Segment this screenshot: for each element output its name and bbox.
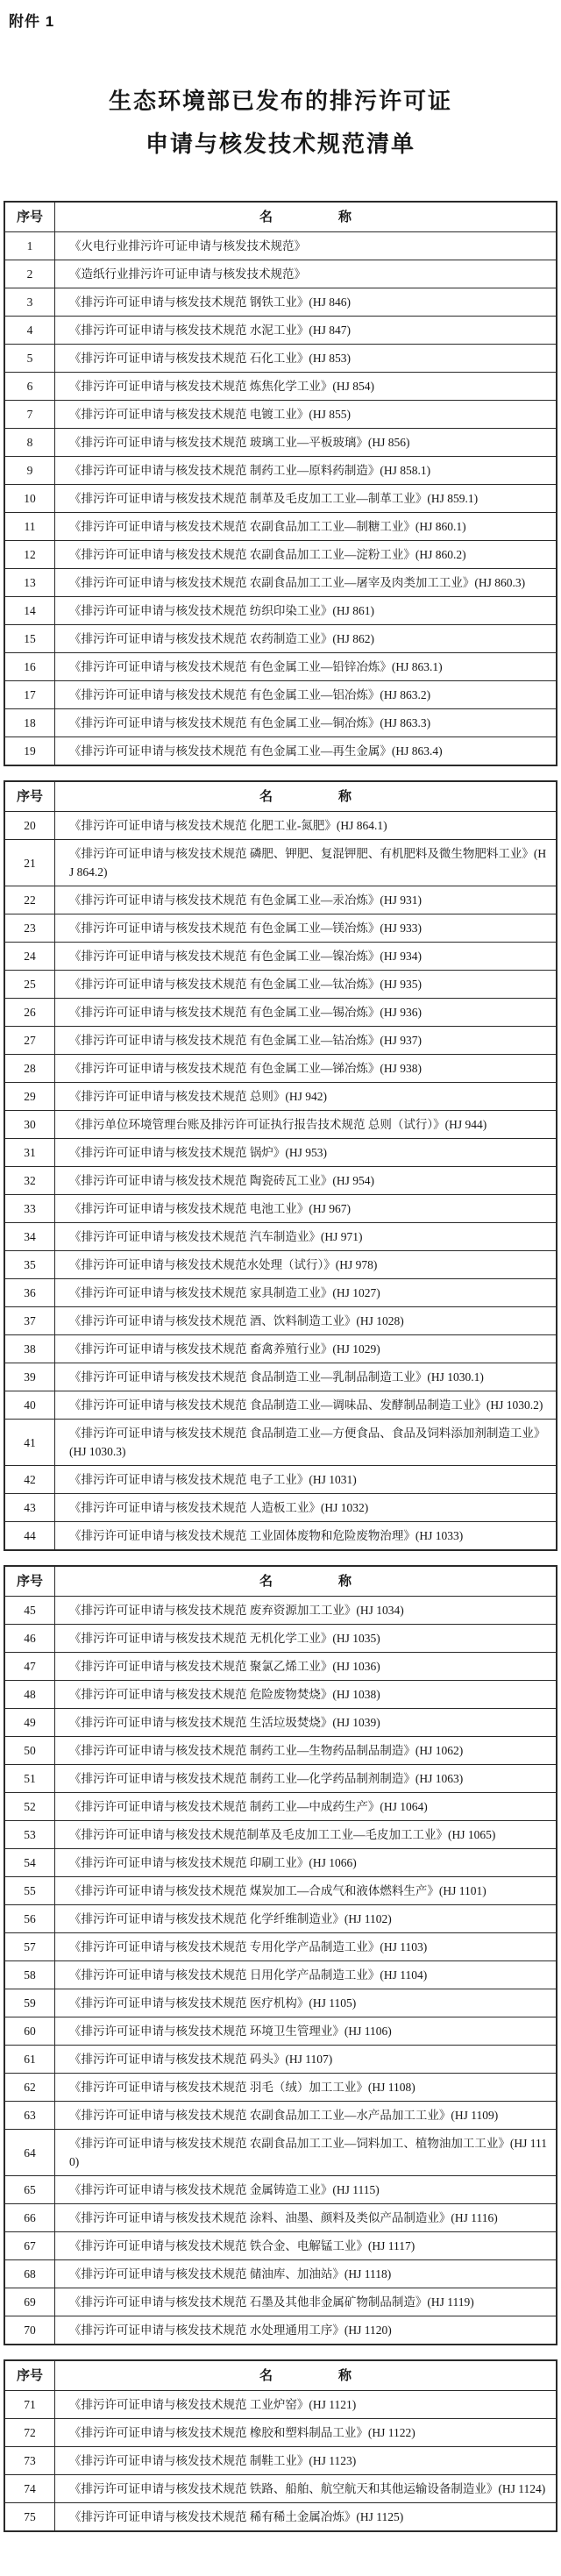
row-name: 《排污许可证申请与核发技术规范 食品制造工业—调味品、发酵制品制造工业》(HJ 1030.2) (55, 1391, 557, 1420)
row-number: 59 (4, 1989, 55, 2017)
table-row (4, 2102, 557, 2130)
row-name: 《排污许可证申请与核发技术规范 农副食品加工工业—制糖工业》(HJ 860.1) (55, 513, 557, 541)
row-number: 12 (4, 541, 55, 569)
table-row (4, 625, 557, 653)
table-row (4, 2260, 557, 2288)
row-number: 68 (4, 2260, 55, 2288)
row-number: 53 (4, 1821, 55, 1849)
table-row (4, 2176, 557, 2204)
row-name: 《排污许可证申请与核发技术规范 有色金属工业—钛冶炼》(HJ 935) (55, 971, 557, 999)
table-row (4, 1167, 557, 1195)
row-number: 51 (4, 1765, 55, 1793)
row-name: 《排污许可证申请与核发技术规范 化肥工业-氮肥》(HJ 864.1) (55, 812, 557, 840)
row-name: 《排污许可证申请与核发技术规范 锅炉》(HJ 953) (55, 1139, 557, 1167)
table-row (4, 2316, 557, 2345)
column-header-no: 序号 (4, 781, 55, 812)
row-number: 19 (4, 737, 55, 766)
table-row (4, 999, 557, 1027)
row-name: 《排污许可证申请与核发技术规范 有色金属工业—镁冶炼》(HJ 933) (55, 914, 557, 943)
row-number: 41 (4, 1420, 55, 1466)
row-number: 1 (4, 232, 55, 260)
row-name: 《排污许可证申请与核发技术规范 水处理通用工序》(HJ 1120) (55, 2316, 557, 2345)
table-row (4, 681, 557, 709)
row-name: 《排污许可证申请与核发技术规范 农副食品加工工业—淀粉工业》(HJ 860.2) (55, 541, 557, 569)
row-name: 《排污许可证申请与核发技术规范 制鞋工业》(HJ 1123) (55, 2447, 557, 2475)
row-name: 《排污许可证申请与核发技术规范 化学纤维制造业》(HJ 1102) (55, 1905, 557, 1933)
table-row (4, 1363, 557, 1391)
table-row (4, 1933, 557, 1961)
row-name: 《排污许可证申请与核发技术规范 石墨及其他非金属矿物制品制造》(HJ 1119) (55, 2288, 557, 2316)
column-header-name: 名 称 (55, 781, 557, 812)
page-title (0, 80, 561, 166)
row-name: 《排污许可证申请与核发技术规范 玻璃工业—平板玻璃》(HJ 856) (55, 429, 557, 457)
row-number: 2 (4, 260, 55, 288)
row-name: 《排污许可证申请与核发技术规范 制药工业—中成药生产》(HJ 1064) (55, 1793, 557, 1821)
row-number: 18 (4, 709, 55, 737)
row-number: 67 (4, 2232, 55, 2260)
row-number: 9 (4, 457, 55, 485)
table-header-row (4, 202, 557, 232)
row-name: 《排污许可证申请与核发技术规范 废弃资源加工工业》(HJ 1034) (55, 1597, 557, 1625)
table-row (4, 1335, 557, 1363)
row-name: 《排污许可证申请与核发技术规范 人造板工业》(HJ 1032) (55, 1494, 557, 1522)
row-number: 30 (4, 1111, 55, 1139)
row-name: 《排污许可证申请与核发技术规范 食品制造工业—乳制品制造工业》(HJ 1030.1) (55, 1363, 557, 1391)
table-row (4, 457, 557, 485)
row-number: 17 (4, 681, 55, 709)
row-name: 《排污许可证申请与核发技术规范 有色金属工业—汞冶炼》(HJ 931) (55, 886, 557, 914)
row-number: 24 (4, 943, 55, 971)
list-table (4, 780, 557, 1551)
table-row (4, 541, 557, 569)
row-number: 3 (4, 288, 55, 317)
row-number: 43 (4, 1494, 55, 1522)
row-name: 《排污许可证申请与核发技术规范 电子工业》(HJ 1031) (55, 1466, 557, 1494)
row-number: 36 (4, 1279, 55, 1307)
row-number: 29 (4, 1083, 55, 1111)
row-name: 《排污许可证申请与核发技术规范 制药工业—化学药品制剂制造》(HJ 1063) (55, 1765, 557, 1793)
row-name: 《排污许可证申请与核发技术规范 有色金属工业—再生金属》(HJ 863.4) (55, 737, 557, 766)
table-row (4, 401, 557, 429)
table-row (4, 597, 557, 625)
row-name: 《排污许可证申请与核发技术规范 铁合金、电解锰工业》(HJ 1117) (55, 2232, 557, 2260)
row-name: 《排污许可证申请与核发技术规范 制药工业—生物药品制品制造》(HJ 1062) (55, 1737, 557, 1765)
row-number: 16 (4, 653, 55, 681)
row-name: 《排污许可证申请与核发技术规范 印刷工业》(HJ 1066) (55, 1849, 557, 1877)
row-number: 71 (4, 2391, 55, 2419)
table-row (4, 513, 557, 541)
table-row (4, 1522, 557, 1551)
row-number: 75 (4, 2503, 55, 2532)
row-name: 《排污许可证申请与核发技术规范 电池工业》(HJ 967) (55, 1195, 557, 1223)
row-number: 73 (4, 2447, 55, 2475)
row-number: 54 (4, 1849, 55, 1877)
row-number: 32 (4, 1167, 55, 1195)
row-name: 《排污许可证申请与核发技术规范 涂料、油墨、颜料及类似产品制造业》(HJ 1116) (55, 2204, 557, 2232)
row-name: 《排污许可证申请与核发技术规范 橡胶和塑料制品工业》(HJ 1122) (55, 2419, 557, 2447)
page-title-line1: 生态环境部已发布的排污许可证 (108, 88, 452, 114)
row-name: 《排污许可证申请与核发技术规范 陶瓷砖瓦工业》(HJ 954) (55, 1167, 557, 1195)
row-name: 《排污许可证申请与核发技术规范 农药制造工业》(HJ 862) (55, 625, 557, 653)
table-row (4, 1279, 557, 1307)
row-number: 49 (4, 1709, 55, 1737)
table-row (4, 1420, 557, 1466)
row-name: 《排污许可证申请与核发技术规范 电镀工业》(HJ 855) (55, 401, 557, 429)
row-name: 《排污许可证申请与核发技术规范 有色金属工业—铝冶炼》(HJ 863.2) (55, 681, 557, 709)
row-name: 《排污许可证申请与核发技术规范 危险废物焚烧》(HJ 1038) (55, 1681, 557, 1709)
row-number: 46 (4, 1625, 55, 1653)
list-table (4, 2359, 557, 2532)
row-name: 《排污许可证申请与核发技术规范 食品制造工业—方便食品、食品及饲料添加剂制造工业》(HJ 1030.3) (55, 1420, 557, 1466)
row-name: 《排污许可证申请与核发技术规范 金属铸造工业》(HJ 1115) (55, 2176, 557, 2204)
row-number: 7 (4, 401, 55, 429)
row-name: 《排污许可证申请与核发技术规范 有色金属工业—铜冶炼》(HJ 863.3) (55, 709, 557, 737)
table-row (4, 1737, 557, 1765)
row-name: 《排污许可证申请与核发技术规范 制药工业—原料药制造》(HJ 858.1) (55, 457, 557, 485)
row-number: 33 (4, 1195, 55, 1223)
row-number: 57 (4, 1933, 55, 1961)
attachment-label: 附件 1 (9, 13, 55, 30)
row-name: 《排污许可证申请与核发技术规范 生活垃圾焚烧》(HJ 1039) (55, 1709, 557, 1737)
table-row (4, 260, 557, 288)
row-name: 《排污许可证申请与核发技术规范 制革及毛皮加工工业—制革工业》(HJ 859.1) (55, 485, 557, 513)
table-row (4, 1083, 557, 1111)
row-number: 55 (4, 1877, 55, 1905)
row-number: 10 (4, 485, 55, 513)
table-row (4, 1494, 557, 1522)
row-number: 70 (4, 2316, 55, 2345)
row-name: 《排污单位环境管理台账及排污许可证执行报告技术规范 总则（试行）》(HJ 944) (55, 1111, 557, 1139)
row-number: 42 (4, 1466, 55, 1494)
column-header-no: 序号 (4, 1566, 55, 1597)
row-name: 《排污许可证申请与核发技术规范 医疗机构》(HJ 1105) (55, 1989, 557, 2017)
row-number: 31 (4, 1139, 55, 1167)
row-number: 62 (4, 2074, 55, 2102)
row-name: 《排污许可证申请与核发技术规范 农副食品加工工业—饲料加工、植物油加工工业》(HJ 1110) (55, 2130, 557, 2176)
table-row (4, 1027, 557, 1055)
row-number: 25 (4, 971, 55, 999)
row-number: 72 (4, 2419, 55, 2447)
table-row (4, 288, 557, 317)
row-number: 22 (4, 886, 55, 914)
table-row (4, 1055, 557, 1083)
row-number: 38 (4, 1335, 55, 1363)
row-name: 《排污许可证申请与核发技术规范 有色金属工业—铅锌冶炼》(HJ 863.1) (55, 653, 557, 681)
row-number: 74 (4, 2475, 55, 2503)
row-name: 《排污许可证申请与核发技术规范 有色金属工业—锑冶炼》(HJ 938) (55, 1055, 557, 1083)
row-number: 11 (4, 513, 55, 541)
row-number: 15 (4, 625, 55, 653)
table-row (4, 2204, 557, 2232)
table-row (4, 1653, 557, 1681)
row-number: 60 (4, 2017, 55, 2046)
table-row (4, 2130, 557, 2176)
table-row (4, 1961, 557, 1989)
row-number: 13 (4, 569, 55, 597)
row-name: 《排污许可证申请与核发技术规范 羽毛（绒）加工工业》(HJ 1108) (55, 2074, 557, 2102)
row-number: 40 (4, 1391, 55, 1420)
row-number: 5 (4, 345, 55, 373)
row-name: 《造纸行业排污许可证申请与核发技术规范》 (55, 260, 557, 288)
table-row (4, 2232, 557, 2260)
row-number: 56 (4, 1905, 55, 1933)
table-row (4, 840, 557, 886)
table-row (4, 1251, 557, 1279)
table-row (4, 1765, 557, 1793)
table-row (4, 429, 557, 457)
row-name: 《排污许可证申请与核发技术规范 石化工业》(HJ 853) (55, 345, 557, 373)
row-number: 21 (4, 840, 55, 886)
row-name: 《排污许可证申请与核发技术规范 工业固体废物和危险废物治理》(HJ 1033) (55, 1522, 557, 1551)
table-row (4, 709, 557, 737)
table-row (4, 971, 557, 999)
row-name: 《排污许可证申请与核发技术规范 钢铁工业》(HJ 846) (55, 288, 557, 317)
table-row (4, 2288, 557, 2316)
column-header-name: 名 称 (55, 202, 557, 232)
row-name: 《排污许可证申请与核发技术规范 专用化学产品制造工业》(HJ 1103) (55, 1933, 557, 1961)
table-row (4, 1905, 557, 1933)
table-row (4, 317, 557, 345)
row-name: 《排污许可证申请与核发技术规范 环境卫生管理业》(HJ 1106) (55, 2017, 557, 2046)
row-name: 《排污许可证申请与核发技术规范水处理（试行）》(HJ 978) (55, 1251, 557, 1279)
row-name: 《排污许可证申请与核发技术规范 聚氯乙烯工业》(HJ 1036) (55, 1653, 557, 1681)
row-name: 《排污许可证申请与核发技术规范 磷肥、钾肥、复混钾肥、有机肥料及微生物肥料工业》(HJ 864.2) (55, 840, 557, 886)
table-row (4, 2447, 557, 2475)
table-row (4, 232, 557, 260)
row-number: 34 (4, 1223, 55, 1251)
table-row (4, 1989, 557, 2017)
table-row (4, 2017, 557, 2046)
row-name: 《排污许可证申请与核发技术规范 码头》(HJ 1107) (55, 2046, 557, 2074)
table-row (4, 1793, 557, 1821)
row-number: 26 (4, 999, 55, 1027)
table-row (4, 1877, 557, 1905)
row-number: 66 (4, 2204, 55, 2232)
row-name: 《排污许可证申请与核发技术规范 有色金属工业—锡冶炼》(HJ 936) (55, 999, 557, 1027)
row-number: 27 (4, 1027, 55, 1055)
column-header-no: 序号 (4, 202, 55, 232)
row-number: 8 (4, 429, 55, 457)
table-row (4, 1223, 557, 1251)
table-row (4, 2391, 557, 2419)
table-row (4, 1849, 557, 1877)
row-number: 28 (4, 1055, 55, 1083)
row-name: 《排污许可证申请与核发技术规范 储油库、加油站》(HJ 1118) (55, 2260, 557, 2288)
row-name: 《排污许可证申请与核发技术规范 有色金属工业—镍冶炼》(HJ 934) (55, 943, 557, 971)
row-name: 《排污许可证申请与核发技术规范 无机化学工业》(HJ 1035) (55, 1625, 557, 1653)
row-number: 48 (4, 1681, 55, 1709)
row-name: 《排污许可证申请与核发技术规范 水泥工业》(HJ 847) (55, 317, 557, 345)
row-name: 《排污许可证申请与核发技术规范 工业炉窑》(HJ 1121) (55, 2391, 557, 2419)
row-name: 《排污许可证申请与核发技术规范 炼焦化学工业》(HJ 854) (55, 373, 557, 401)
row-name: 《排污许可证申请与核发技术规范 稀有稀土金属冶炼》(HJ 1125) (55, 2503, 557, 2532)
column-header-name: 名 称 (55, 2360, 557, 2391)
row-name: 《排污许可证申请与核发技术规范 农副食品加工工业—屠宰及肉类加工工业》(HJ 860.3) (55, 569, 557, 597)
table-row (4, 2419, 557, 2447)
row-name: 《排污许可证申请与核发技术规范 畜禽养殖行业》(HJ 1029) (55, 1335, 557, 1363)
row-number: 65 (4, 2176, 55, 2204)
row-number: 6 (4, 373, 55, 401)
table-row (4, 2475, 557, 2503)
table-row (4, 943, 557, 971)
page-title-line2: 申请与核发技术规范清单 (145, 131, 415, 157)
column-header-no: 序号 (4, 2360, 55, 2391)
column-header-name: 名 称 (55, 1566, 557, 1597)
table-row (4, 1625, 557, 1653)
row-number: 45 (4, 1597, 55, 1625)
row-number: 20 (4, 812, 55, 840)
table-row (4, 886, 557, 914)
table-row (4, 812, 557, 840)
row-number: 50 (4, 1737, 55, 1765)
table-row (4, 914, 557, 943)
table-row (4, 737, 557, 766)
list-table (4, 1565, 557, 2345)
row-number: 23 (4, 914, 55, 943)
row-name: 《排污许可证申请与核发技术规范 日用化学产品制造工业》(HJ 1104) (55, 1961, 557, 1989)
row-name: 《排污许可证申请与核发技术规范 铁路、船舶、航空航天和其他运输设备制造业》(HJ 1124) (55, 2475, 557, 2503)
row-name: 《排污许可证申请与核发技术规范 酒、饮料制造工业》(HJ 1028) (55, 1307, 557, 1335)
table-row (4, 1195, 557, 1223)
table-row (4, 2046, 557, 2074)
table-row (4, 1709, 557, 1737)
row-number: 61 (4, 2046, 55, 2074)
list-table (4, 201, 557, 766)
row-number: 14 (4, 597, 55, 625)
table-row (4, 1466, 557, 1494)
row-number: 4 (4, 317, 55, 345)
table-row (4, 485, 557, 513)
table-header-row (4, 1566, 557, 1597)
table-row (4, 2503, 557, 2532)
tables-container (0, 201, 561, 2532)
row-name: 《排污许可证申请与核发技术规范制革及毛皮加工工业—毛皮加工工业》(HJ 1065) (55, 1821, 557, 1849)
row-name: 《火电行业排污许可证申请与核发技术规范》 (55, 232, 557, 260)
row-number: 52 (4, 1793, 55, 1821)
row-number: 64 (4, 2130, 55, 2176)
row-number: 35 (4, 1251, 55, 1279)
row-name: 《排污许可证申请与核发技术规范 家具制造工业》(HJ 1027) (55, 1279, 557, 1307)
table-row (4, 1111, 557, 1139)
row-number: 63 (4, 2102, 55, 2130)
row-number: 39 (4, 1363, 55, 1391)
row-number: 47 (4, 1653, 55, 1681)
row-name: 《排污许可证申请与核发技术规范 煤炭加工—合成气和液体燃料生产》(HJ 1101) (55, 1877, 557, 1905)
table-row (4, 1821, 557, 1849)
table-header-row (4, 2360, 557, 2391)
table-row (4, 1391, 557, 1420)
row-name: 《排污许可证申请与核发技术规范 农副食品加工工业—水产品加工工业》(HJ 1109) (55, 2102, 557, 2130)
row-name: 《排污许可证申请与核发技术规范 汽车制造业》(HJ 971) (55, 1223, 557, 1251)
table-row (4, 373, 557, 401)
row-number: 44 (4, 1522, 55, 1551)
row-name: 《排污许可证申请与核发技术规范 纺织印染工业》(HJ 861) (55, 597, 557, 625)
table-row (4, 1597, 557, 1625)
row-name: 《排污许可证申请与核发技术规范 总则》(HJ 942) (55, 1083, 557, 1111)
row-number: 58 (4, 1961, 55, 1989)
table-row (4, 569, 557, 597)
table-header-row (4, 781, 557, 812)
table-row (4, 1681, 557, 1709)
row-number: 37 (4, 1307, 55, 1335)
row-number: 69 (4, 2288, 55, 2316)
row-name: 《排污许可证申请与核发技术规范 有色金属工业—钴冶炼》(HJ 937) (55, 1027, 557, 1055)
table-row (4, 653, 557, 681)
table-row (4, 345, 557, 373)
table-row (4, 1307, 557, 1335)
table-row (4, 2074, 557, 2102)
table-row (4, 1139, 557, 1167)
